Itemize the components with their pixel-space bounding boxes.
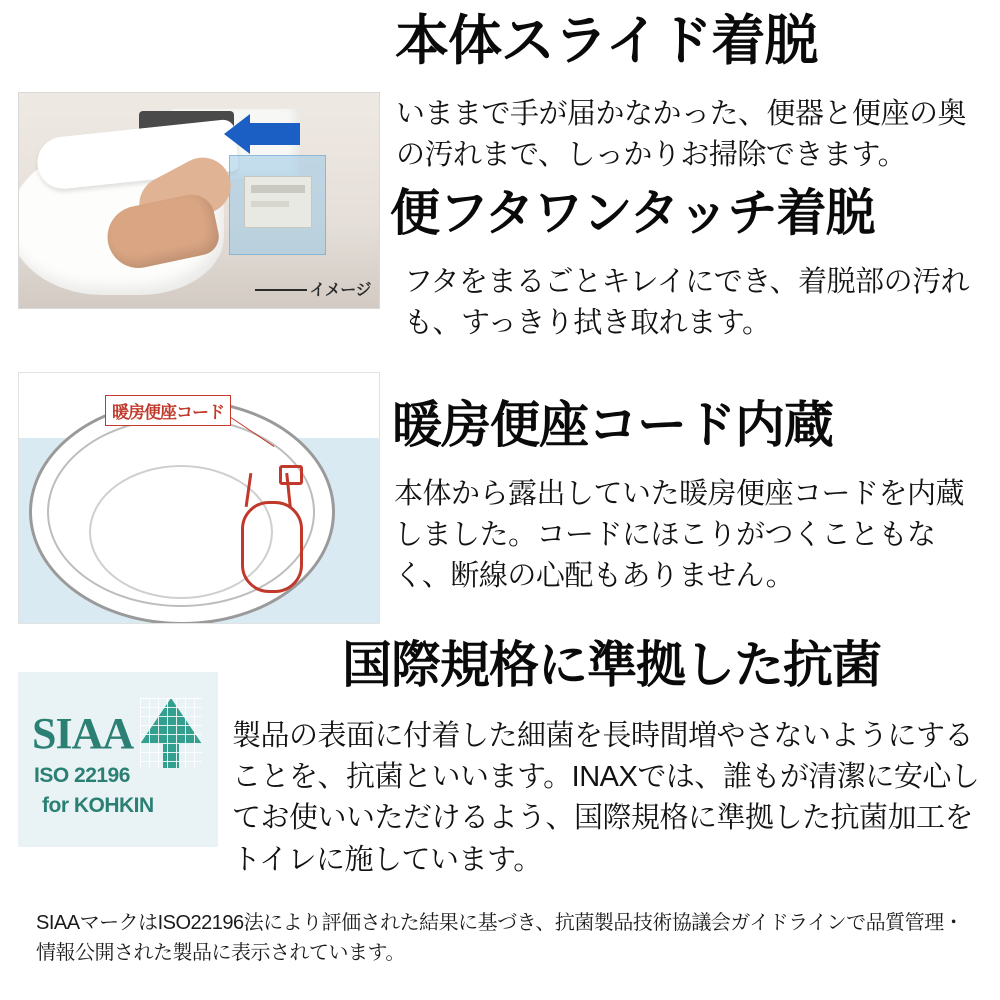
image-caption: [255, 277, 371, 300]
siaa-standard-text: ISO 22196: [34, 764, 130, 787]
section-title-slide-detach: 本体スライド着脱: [395, 11, 818, 71]
siaa-mark-icon: [140, 698, 202, 768]
footnote-text: SIAAマークはISO22196法により評価された結果に基づき、抗菌製品技術協議会ガイドラインで品質管理・情報公開された製品に表示されています。: [36, 912, 964, 964]
section-body-heated-seat-cord: 本体から露出していた暖房便座コードを内蔵しました。コードにほこりがつくこともなく、断線の心配もありません。: [394, 478, 965, 593]
toilet-slide-detach-photo: [18, 92, 380, 309]
cord-plug-shape: [279, 465, 303, 485]
section-title-antibacterial: 国際規格に準拠した抗菌: [342, 637, 881, 693]
heated-seat-cord-diagram: [18, 372, 380, 624]
section-body-antibacterial: 製品の表面に付着した細菌を長時間増やさないようにすることを、抗菌といいます。INAXでは、誰もが清潔に安心してお使いいただけるよう、国際規格に準拠した抗菌加工をトイレに施しています。: [232, 720, 980, 876]
highlight-panel: [229, 155, 326, 255]
cord-loop-shape: [241, 501, 303, 593]
section-title-heated-seat-cord: 暖房便座コード内蔵: [392, 397, 833, 453]
highlight-panel-detail: [244, 176, 312, 228]
caption-underline: [255, 289, 307, 291]
siaa-logo: [18, 672, 218, 847]
siaa-brand-text: SIAA: [32, 709, 134, 758]
section-body-slide-detach: いままで手が届かなかった、便器と便座の奥の汚れまで、しっかりお掃除できます。: [396, 98, 967, 172]
siaa-category-text: for KOHKIN: [42, 794, 154, 817]
image-caption-text: イメージ: [309, 282, 371, 299]
section-slide-detach: [0, 0, 1000, 370]
section-body-lid-one-touch: フタをまるごとキレイにでき、着脱部の汚れも、すっきり拭き取れます。: [404, 266, 970, 340]
section-title-lid-one-touch: 便フタワンタッチ着脱: [390, 185, 875, 241]
cord-callout-label: 暖房便座コード: [105, 395, 231, 426]
